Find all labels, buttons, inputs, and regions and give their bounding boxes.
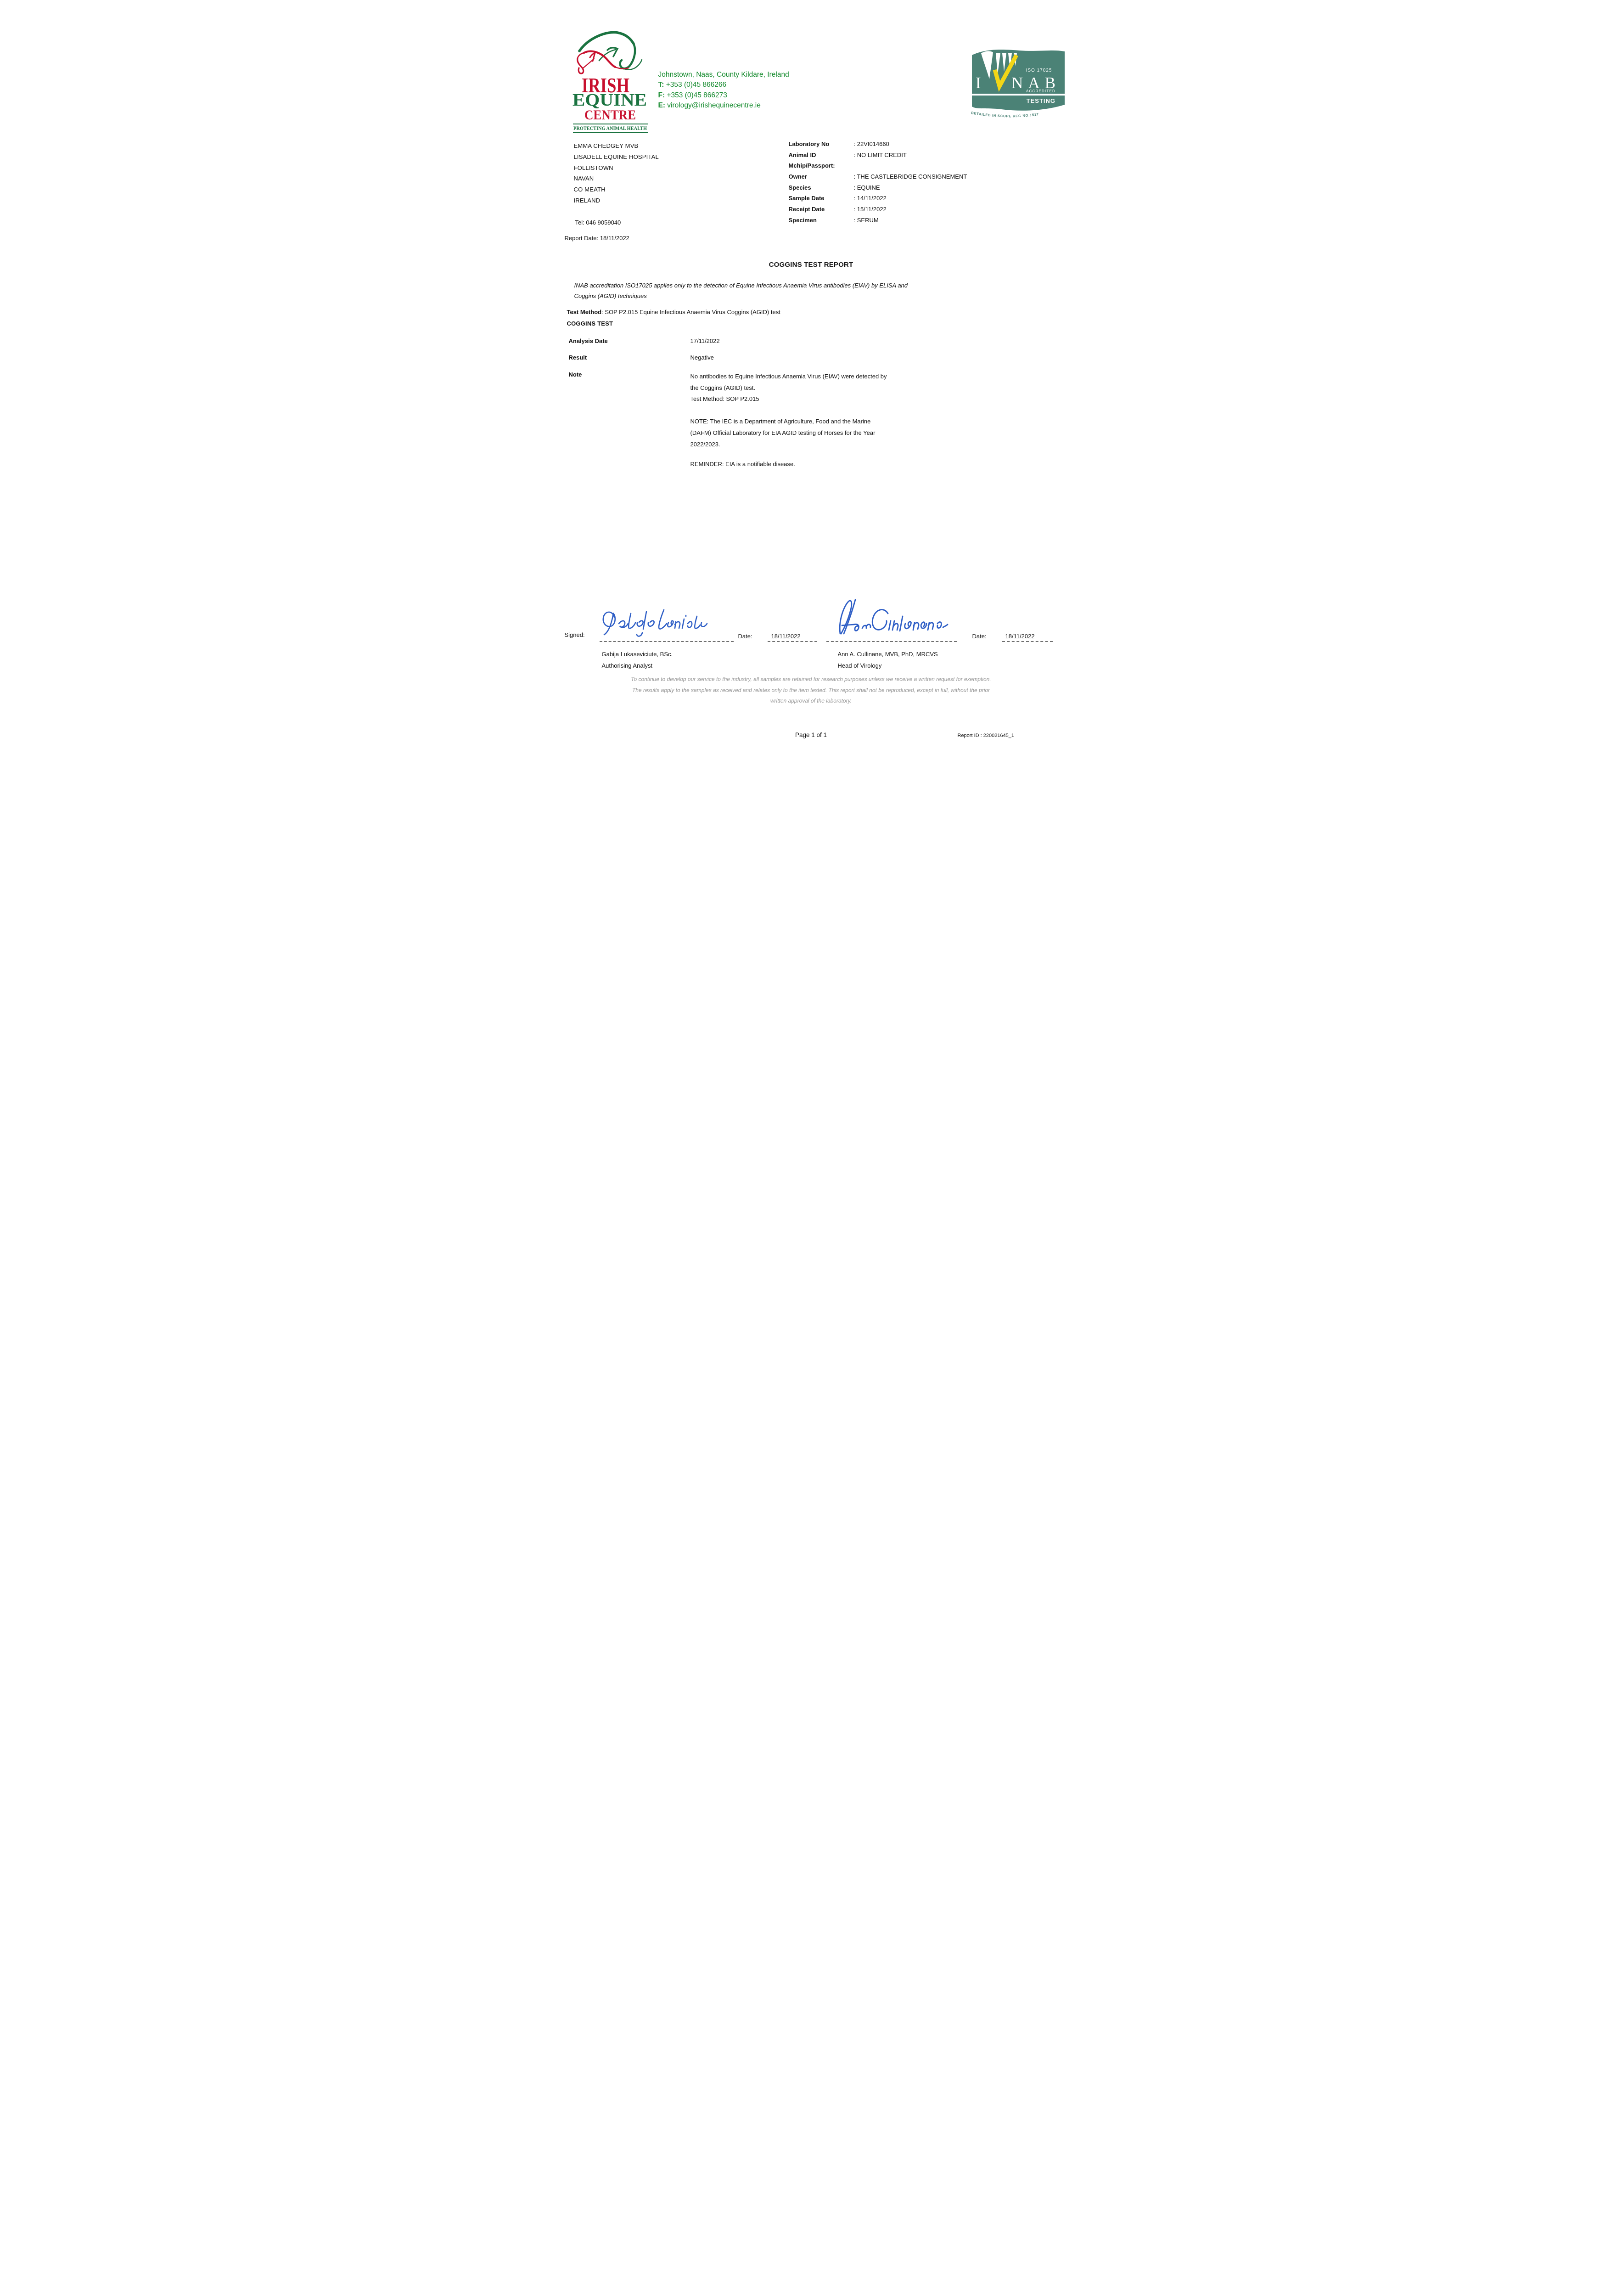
row-label: Laboratory No bbox=[788, 141, 830, 147]
test-method-line bbox=[567, 309, 780, 315]
badge-letter-i: I bbox=[975, 74, 981, 92]
result-label: Result bbox=[568, 354, 587, 361]
coggins-test-report-page bbox=[541, 0, 1082, 765]
note-line: No antibodies to Equine Infectious Anaemia Virus (EIAV) were detected by bbox=[690, 373, 887, 380]
analyst-role: Authorising Analyst bbox=[601, 662, 653, 669]
table-row bbox=[789, 152, 1046, 163]
fax-label: F: bbox=[658, 91, 665, 99]
email-value: virology@irishequinecentre.ie bbox=[665, 101, 761, 110]
date-line-right bbox=[1002, 641, 1053, 642]
row-value: : 22VI014660 bbox=[853, 141, 889, 147]
badge-iso-label: ISO 17025 bbox=[1026, 68, 1052, 73]
date-label-right: Date: bbox=[972, 633, 987, 640]
row-label: Species bbox=[788, 184, 811, 191]
head-role: Head of Virology bbox=[837, 662, 882, 669]
signature-line bbox=[826, 641, 957, 642]
head-identity bbox=[838, 648, 938, 671]
row-value: : EQUINE bbox=[853, 184, 880, 191]
badge-scope-label: DETAILED IN SCOPE REG NO.151T bbox=[971, 111, 1039, 118]
page-title: COGGINS TEST REPORT bbox=[769, 261, 853, 269]
contact-block bbox=[658, 70, 789, 111]
table-row bbox=[789, 206, 1046, 217]
result-row bbox=[569, 354, 587, 361]
report-date: Report Date: 18/11/2022 bbox=[564, 235, 629, 242]
table-row bbox=[789, 162, 1046, 173]
dafm-note-line: NOTE: The IEC is a Department of Agriculture, Food and the Marine bbox=[690, 418, 871, 425]
irish-equine-centre-logo bbox=[566, 28, 658, 135]
disclaimer-line: To continue to develop our service to the industry, all samples are retained for research purposes unless we receive a written request for exemption. bbox=[631, 676, 991, 682]
recipient-line: IRELAND bbox=[573, 197, 601, 204]
fax-value: +353 (0)45 866273 bbox=[665, 91, 727, 99]
page-number: Page 1 of 1 bbox=[795, 732, 827, 738]
accreditation-note-line: Coggins (AGID) techniques bbox=[574, 293, 647, 299]
phone-label: T: bbox=[658, 81, 664, 89]
test-method-value: : SOP P2.015 Equine Infectious Anaemia Virus Coggins (AGID) test bbox=[601, 309, 780, 315]
contact-address: Johnstown, Naas, County Kildare, Ireland bbox=[658, 71, 789, 79]
date-line-left bbox=[768, 641, 817, 642]
analysis-date-row bbox=[569, 338, 608, 344]
dafm-note-text bbox=[690, 416, 876, 450]
logo-word-equine: EQUINE bbox=[572, 90, 647, 110]
recipient-line: EMMA CHEDGEY MVB bbox=[573, 142, 639, 149]
recipient-line: CO MEATH bbox=[573, 186, 606, 193]
row-value: : 14/11/2022 bbox=[853, 195, 887, 202]
note-line: Test Method: SOP P2.015 bbox=[690, 395, 759, 403]
phone-value: +353 (0)45 866266 bbox=[664, 81, 727, 89]
recipient-line: LISADELL EQUINE HOSPITAL bbox=[573, 153, 659, 160]
table-row bbox=[789, 173, 1046, 184]
disclaimer-line: The results apply to the samples as received and relates only to the item tested. This report shall not be reproduced, except in full, without the prior bbox=[632, 687, 990, 693]
row-label: Receipt Date bbox=[788, 206, 825, 213]
note-line: the Coggins (AGID) test. bbox=[690, 384, 756, 391]
recipient-line: NAVAN bbox=[573, 175, 594, 182]
dafm-note-line: (DAFM) Official Laboratory for EIA AGID testing of Horses for the Year bbox=[690, 429, 876, 436]
analysis-date-label: Analysis Date bbox=[568, 338, 608, 344]
test-method-label: Test Method bbox=[567, 309, 602, 315]
result-value: Negative bbox=[690, 354, 714, 361]
contact-phone bbox=[658, 80, 789, 90]
horses-icon bbox=[577, 32, 641, 73]
analysis-date-value: 17/11/2022 bbox=[690, 338, 720, 344]
badge-accredited-label: ACCREDITED bbox=[1026, 89, 1055, 93]
analyst-name: Gabija Lukaseviciute, BSc. bbox=[601, 651, 673, 658]
row-label: Owner bbox=[788, 173, 807, 180]
reminder-text: REMINDER: EIA is a notifiable disease. bbox=[690, 461, 795, 467]
sample-details-block bbox=[789, 141, 1046, 228]
note-text bbox=[690, 371, 887, 405]
recipient-address-block bbox=[574, 141, 659, 206]
signature-line bbox=[600, 641, 734, 642]
date-value-left: 18/11/2022 bbox=[771, 633, 801, 640]
row-label: Specimen bbox=[788, 216, 817, 224]
analyst-identity bbox=[602, 648, 673, 671]
row-label: Sample Date bbox=[788, 195, 825, 202]
table-row bbox=[789, 141, 1046, 152]
table-row bbox=[789, 217, 1046, 228]
contact-fax bbox=[658, 90, 789, 101]
head-name: Ann A. Cullinane, MVB, PhD, MRCVS bbox=[837, 651, 938, 658]
badge-testing-label: TESTING bbox=[1026, 97, 1055, 104]
report-id: Report ID : 220021645_1 bbox=[957, 733, 1015, 738]
row-value: : SERUM bbox=[853, 216, 879, 224]
recipient-tel: Tel: 046 9059040 bbox=[575, 219, 621, 226]
analyst-signature bbox=[599, 605, 709, 639]
row-label: Animal ID bbox=[788, 151, 816, 158]
dafm-note-line: 2022/2023. bbox=[690, 441, 720, 448]
note-label: Note bbox=[568, 371, 582, 378]
accreditation-note-line: INAB accreditation ISO17025 applies only to the detection of Equine Infectious Anaemia Virus antibodies (EIAV) by ELISA and bbox=[574, 282, 908, 289]
badge-letters-nab: NAB bbox=[1011, 74, 1055, 92]
logo-word-centre: CENTRE bbox=[584, 107, 636, 123]
section-title: COGGINS TEST bbox=[567, 320, 613, 327]
head-of-virology-signature bbox=[834, 597, 949, 640]
email-label: E: bbox=[658, 101, 665, 110]
table-row bbox=[789, 184, 1046, 195]
row-value: : NO LIMIT CREDIT bbox=[853, 151, 907, 158]
logo-word-irish: IRISH bbox=[581, 73, 629, 97]
contact-email bbox=[658, 101, 789, 111]
row-label: Mchip/Passport: bbox=[788, 162, 835, 169]
footer-disclaimer bbox=[541, 674, 1082, 707]
date-value-right: 18/11/2022 bbox=[1005, 633, 1035, 640]
table-row bbox=[789, 195, 1046, 206]
row-value: : THE CASTLEBRIDGE CONSIGNEMENT bbox=[853, 173, 967, 180]
logo-tagline: PROTECTING ANIMAL HEALTH bbox=[573, 126, 647, 131]
date-label-left: Date: bbox=[738, 633, 752, 640]
accreditation-note bbox=[574, 280, 908, 301]
note-row bbox=[569, 371, 582, 378]
inab-accreditation-badge bbox=[969, 46, 1067, 124]
row-value: : 15/11/2022 bbox=[853, 206, 887, 213]
disclaimer-line: written approval of the laboratory. bbox=[770, 698, 852, 704]
signed-label: Signed: bbox=[564, 631, 585, 638]
recipient-line: FOLLISTOWN bbox=[573, 164, 613, 171]
